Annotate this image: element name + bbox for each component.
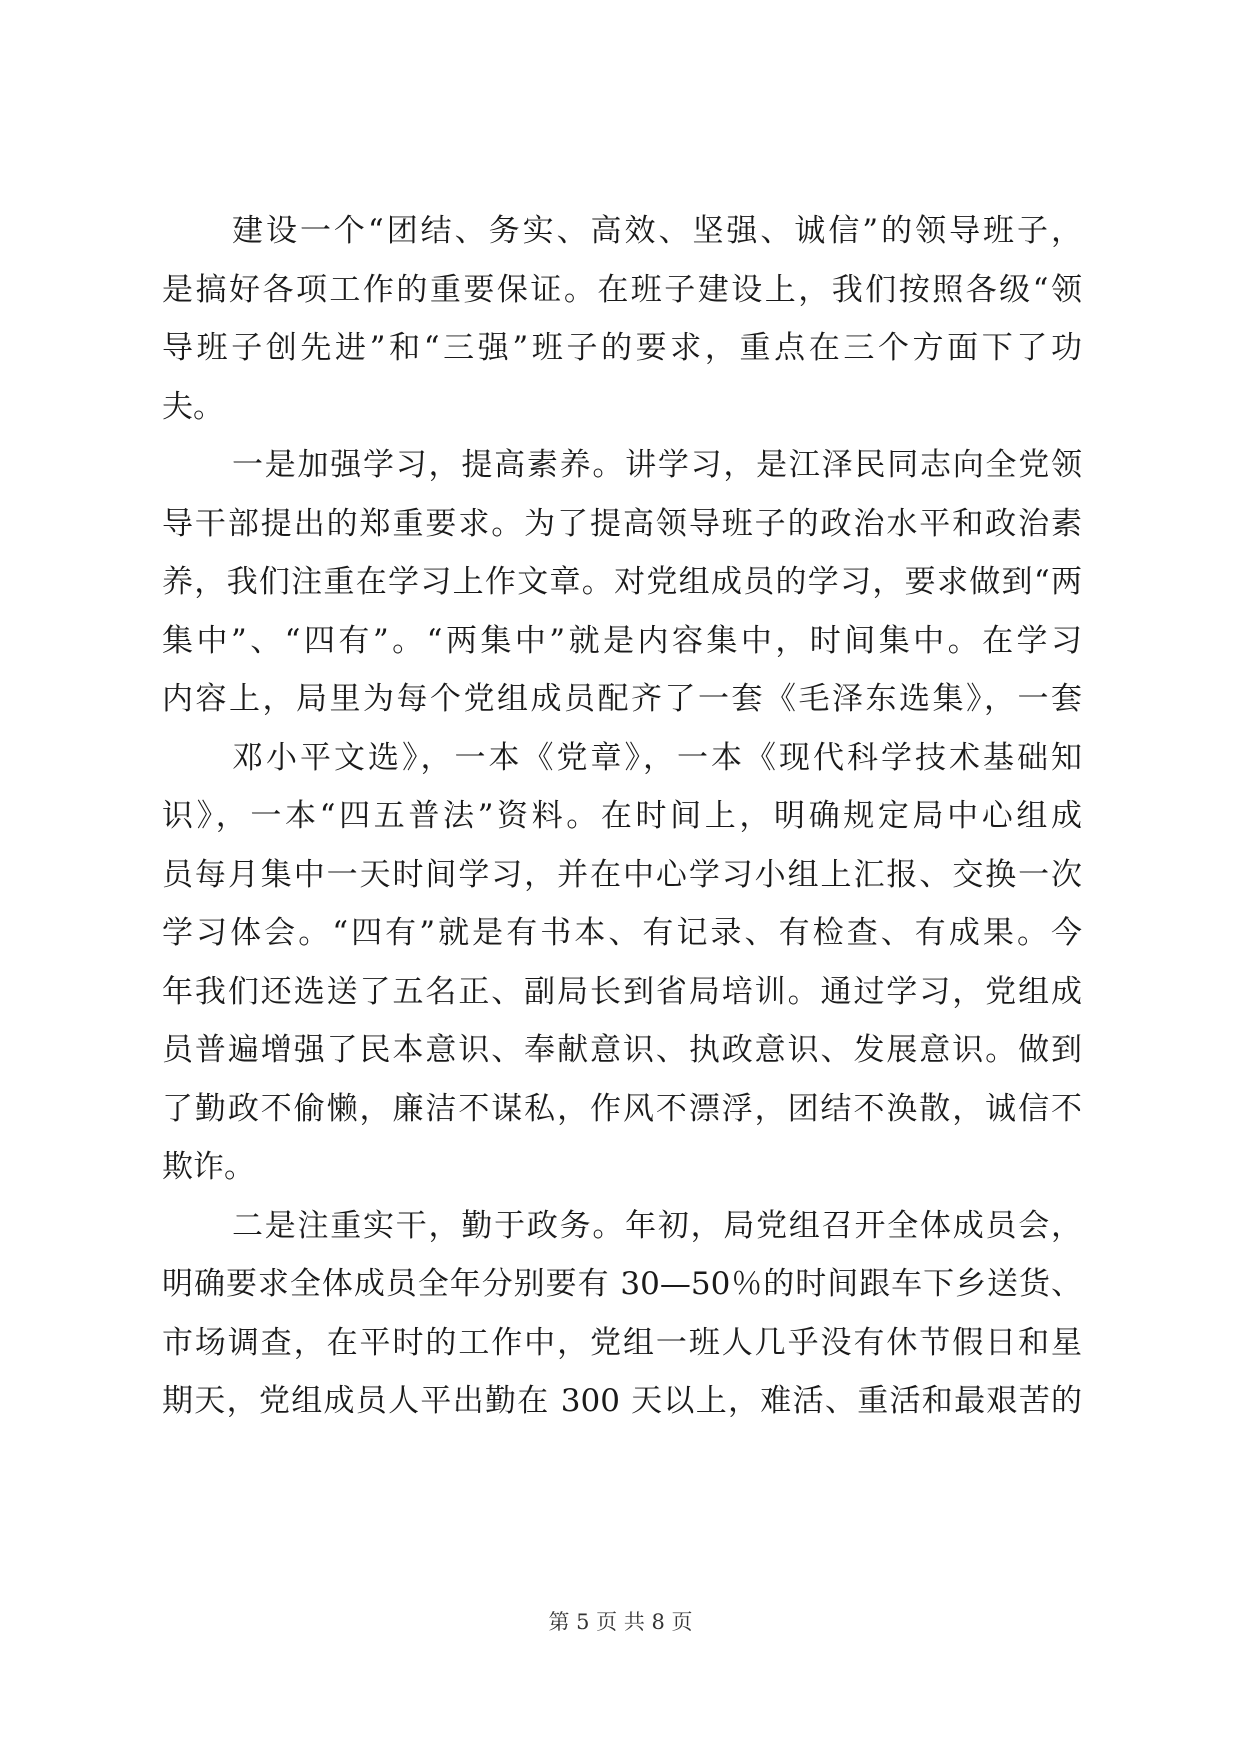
- text-line: 导干部提出的郑重要求。为了提高领导班子的政治水平和政治素: [162, 505, 1082, 542]
- page-footer: 第 5 页 共 8 页: [548, 1610, 693, 1634]
- document-body: [162, 202, 1082, 1431]
- text-line: 养，我们注重在学习上作文章。对党组成员的学习，要求做到“两: [162, 564, 1082, 600]
- text-line: 二是注重实干，勤于政务。年初，局党组召开全体成员会，: [232, 1207, 1082, 1244]
- text-line: 市场调查，在平时的工作中，党组一班人几乎没有休节假日和星: [162, 1324, 1082, 1361]
- text-line: 了勤政不偷懒，廉洁不谋私，作风不漂浮，团结不涣散，诚信不: [162, 1090, 1082, 1127]
- text-line: 学习体会。“四有”就是有书本、有记录、有检查、有成果。今: [162, 915, 1082, 951]
- text-line: 内容上，局里为每个党组成员配齐了一套《毛泽东选集》，一套: [162, 681, 1082, 717]
- text-line: 一是加强学习，提高素养。讲学习，是江泽民同志向全党领: [232, 447, 1082, 483]
- text-line: 期天，党组成员人平出勤在 300 天以上，难活、重活和最艰苦的: [162, 1383, 1082, 1419]
- text-line: 欺诈。: [162, 1149, 255, 1185]
- text-line: 员每月集中一天时间学习，并在中心学习小组上汇报、交换一次: [162, 856, 1082, 893]
- text-line: 夫。: [162, 388, 224, 425]
- text-line: 邓小平文选》，一本《党章》，一本《现代科学技术基础知: [232, 739, 1082, 776]
- text-line: 集中”、“四有”。“两集中”就是内容集中，时间集中。在学习: [162, 622, 1082, 659]
- text-line: 识》，一本“四五普法”资料。在时间上，明确规定局中心组成: [162, 798, 1082, 834]
- text-line: 员普遍增强了民本意识、奉献意识、执政意识、发展意识。做到: [162, 1032, 1082, 1068]
- text-line: 明确要求全体成员全年分别要有 30—50％的时间跟车下乡送货、: [162, 1266, 1082, 1302]
- text-line: 年我们还选送了五名正、副局长到省局培训。通过学习，党组成: [162, 973, 1082, 1010]
- text-line: 是搞好各项工作的重要保证。在班子建设上，我们按照各级“领: [162, 271, 1082, 308]
- text-line: 导班子创先进”和“三强”班子的要求，重点在三个方面下了功: [162, 330, 1082, 366]
- text-line: 建设一个“团结、务实、高效、坚强、诚信”的领导班子，: [232, 213, 1082, 249]
